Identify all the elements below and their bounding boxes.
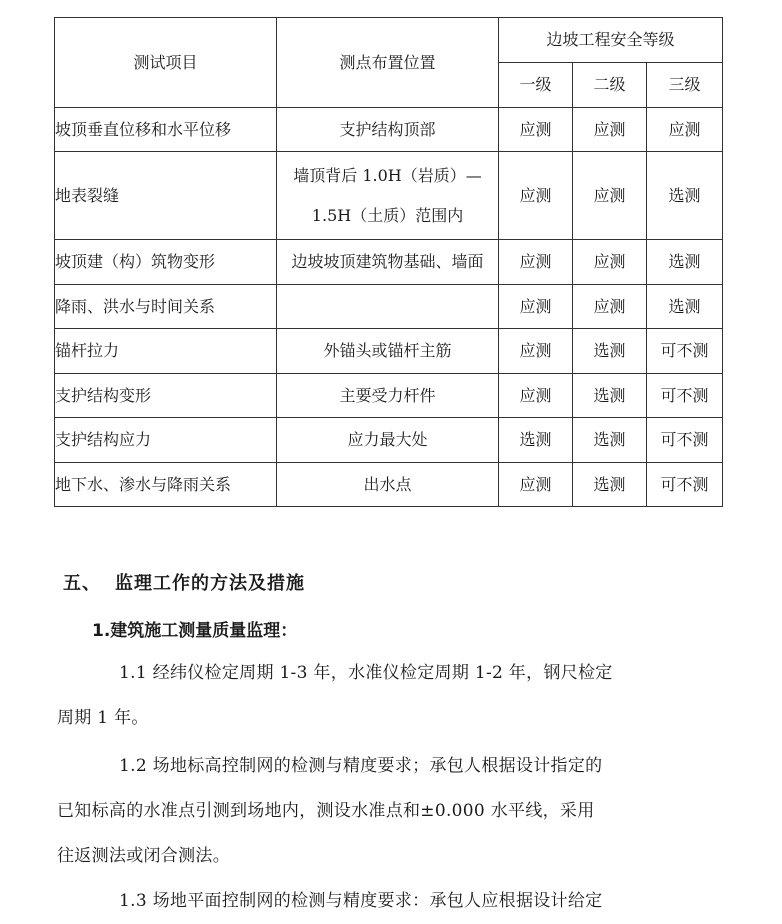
- header-level-3: 三级: [647, 63, 723, 108]
- header-level-2: 二级: [573, 63, 647, 108]
- table-row: [55, 374, 723, 418]
- row-location: 出水点: [277, 463, 499, 507]
- row-level-3: 选测: [647, 285, 723, 329]
- paragraph-line: 已知标高的水准点引测到场地内，测设水准点和±0.000 水平线，采用: [57, 801, 595, 821]
- paragraph-text: 1.2 场地标高控制网的检测与精度要求；承包人根据设计指定的: [119, 756, 603, 776]
- row-level-2: 选测: [573, 418, 647, 463]
- row-level-2: 选测: [573, 463, 647, 507]
- paragraph-line: 周期 1 年。: [57, 708, 149, 728]
- table-row: [55, 240, 723, 285]
- row-test-item: 支护结构应力: [55, 418, 277, 463]
- row-test-item: 锚杆拉力: [55, 329, 277, 374]
- row-level-2: 应测: [573, 285, 647, 329]
- row-level-1: 应测: [499, 329, 573, 374]
- section-number: 五、: [63, 573, 101, 594]
- row-location: 外锚头或锚杆主筋: [277, 329, 499, 374]
- table-header-row: [55, 18, 723, 63]
- paragraph-line: [57, 744, 717, 789]
- row-level-2: 应测: [573, 240, 647, 285]
- row-test-item: 地下水、渗水与降雨关系: [55, 463, 277, 507]
- row-level-1: 选测: [499, 418, 573, 463]
- header-location: 测点布置位置: [277, 18, 499, 108]
- paragraph-line: [57, 651, 717, 696]
- table-row: [55, 329, 723, 374]
- section-title: 监理工作的方法及措施: [115, 573, 305, 594]
- table-row: [55, 418, 723, 463]
- paragraph-line: [57, 879, 717, 924]
- header-safety-group: 边坡工程安全等级: [499, 18, 723, 63]
- paragraph-text: 1.3 场地平面控制网的检测与精度要求：承包人应根据设计给定: [119, 891, 603, 911]
- row-level-1: 应测: [499, 152, 573, 240]
- row-level-3: 可不测: [647, 418, 723, 463]
- row-test-item: 地表裂缝: [55, 152, 277, 240]
- row-level-1: 应测: [499, 285, 573, 329]
- row-location: 边坡坡顶建筑物基础、墙面: [277, 240, 499, 285]
- row-level-2: 应测: [573, 108, 647, 152]
- table-row: [55, 108, 723, 152]
- row-level-1: 应测: [499, 374, 573, 418]
- row-test-item: 支护结构变形: [55, 374, 277, 418]
- row-level-1: 应测: [499, 463, 573, 507]
- section-heading: [63, 569, 305, 595]
- row-level-3: 可不测: [647, 374, 723, 418]
- row-location-line: 1.5H（土质）范围内: [311, 205, 464, 225]
- header-level-1: 一级: [499, 63, 573, 108]
- table-row: [55, 463, 723, 507]
- row-level-1: 应测: [499, 240, 573, 285]
- row-level-3: 应测: [647, 108, 723, 152]
- row-level-3: 可不测: [647, 329, 723, 374]
- row-test-item: 坡顶垂直位移和水平位移: [55, 108, 277, 152]
- paragraph-text: 1.1 经纬仪检定周期 1-3 年，水准仪检定周期 1-2 年，钢尺检定: [119, 663, 613, 683]
- row-location: 主要受力杆件: [277, 374, 499, 418]
- row-level-3: 选测: [647, 152, 723, 240]
- row-location-line: 墙顶背后 1.0H（岩质）—: [293, 165, 482, 185]
- row-level-2: 选测: [573, 374, 647, 418]
- header-test-item: 测试项目: [55, 18, 277, 108]
- subsection-heading: 1.建筑施工测量质量监理：: [92, 621, 298, 641]
- row-level-1: 应测: [499, 108, 573, 152]
- monitoring-items-table: [54, 17, 723, 507]
- row-level-2: 应测: [573, 152, 647, 240]
- table-row: [55, 285, 723, 329]
- paragraph-line: 往返测法或闭合测法。: [57, 846, 230, 866]
- paragraph-1-2: [57, 744, 717, 879]
- table-row: [55, 152, 723, 240]
- paragraph-1-3: [57, 879, 717, 924]
- row-location: 支护结构顶部: [277, 108, 499, 152]
- row-test-item: 降雨、洪水与时间关系: [55, 285, 277, 329]
- row-level-3: 可不测: [647, 463, 723, 507]
- row-level-3: 选测: [647, 240, 723, 285]
- row-test-item: 坡顶建（构）筑物变形: [55, 240, 277, 285]
- row-location: 应力最大处: [277, 418, 499, 463]
- paragraph-1-1: [57, 651, 717, 741]
- row-location: [277, 152, 499, 240]
- row-level-2: 选测: [573, 329, 647, 374]
- row-location: [277, 285, 499, 329]
